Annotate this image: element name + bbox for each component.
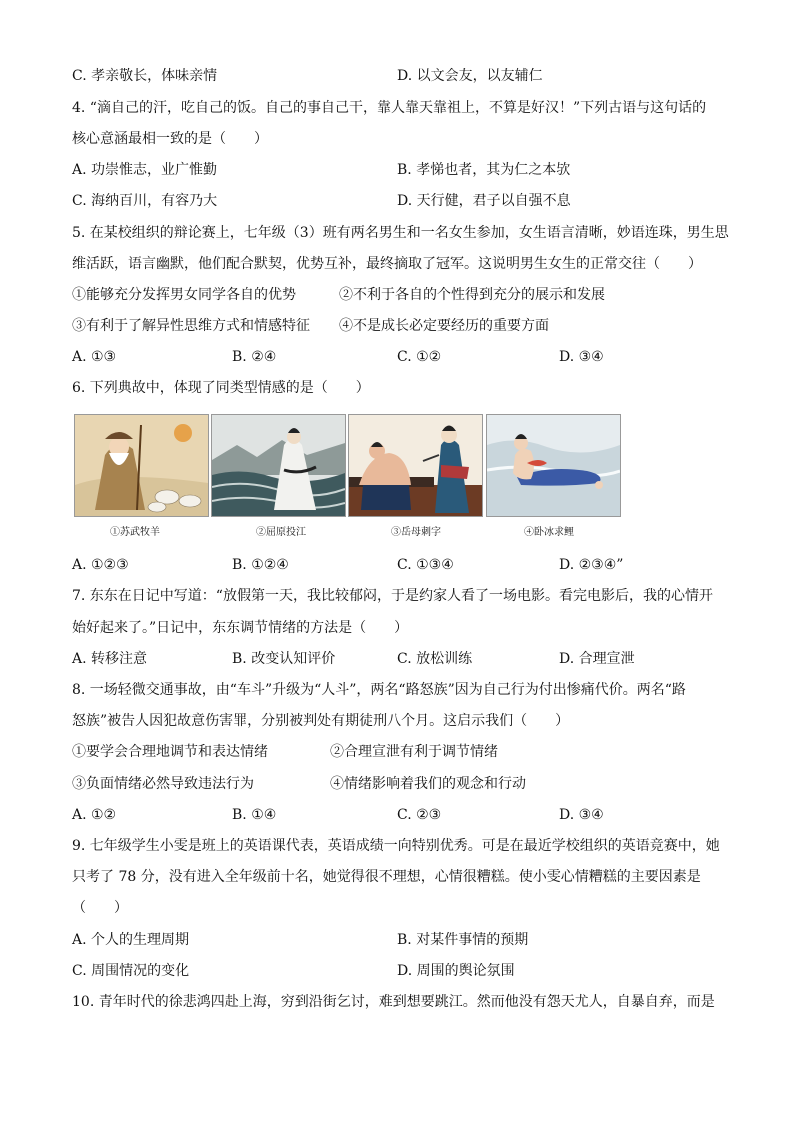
q6-option-c: C. ①③④ bbox=[397, 557, 454, 573]
q5-option-a: A. ①③ bbox=[72, 349, 117, 365]
q9-stem-line3: （ ） bbox=[72, 900, 128, 916]
q9-option-c: C. 周围情况的变化 bbox=[72, 963, 190, 979]
q9-stem-line1: 9. 七年级学生小雯是班上的英语课代表，英语成绩一向特别优秀。可是在最近学校组织的英语竞赛中，她 bbox=[72, 838, 720, 854]
q7-option-b: B. 改变认知评价 bbox=[232, 651, 336, 667]
q6-caption-3: ③岳母刺字 bbox=[391, 527, 441, 538]
q8-option-a: A. ①② bbox=[72, 807, 117, 823]
q8-stem-line1: 8. 一场轻微交通事故，由“车斗”升级为“人斗”，两名“路怒族”因为自己行为付出惨痛代价。两名“路 bbox=[72, 682, 686, 698]
q7-option-d: D. 合理宣泄 bbox=[559, 651, 635, 667]
q8-item-1: ①要学会合理地调节和表达情绪 bbox=[72, 744, 268, 760]
q9-stem-line2: 只考了 78 分，没有进入全年级前十名，她觉得很不理想，心情很糟糕。使小雯心情糟糕的主要因素是 bbox=[72, 869, 701, 885]
q6-caption-2: ②屈原投江 bbox=[256, 527, 306, 538]
q5-item-4: ④不是成长必定要经历的重要方面 bbox=[339, 318, 549, 334]
su-wu-shepherd-illustration bbox=[74, 414, 209, 517]
q5-stem-line1: 5. 在某校组织的辩论赛上，七年级（3）班有两名男生和一名女生参加，女生语言清晰，妙语连珠，男生思 bbox=[72, 225, 729, 241]
q4-stem-line1: 4. “滴自己的汗，吃自己的饭。自己的事自己干，靠人靠天靠祖上，不算是好汉！”下列古语与这句话的 bbox=[72, 100, 707, 116]
q3-option-c: C. 孝亲敬长，体味亲情 bbox=[72, 68, 218, 84]
q5-item-3: ③有利于了解异性思维方式和情感特征 bbox=[72, 318, 310, 334]
yue-mu-tattoo-illustration bbox=[348, 414, 483, 517]
q8-item-2: ②合理宣泄有利于调节情绪 bbox=[330, 744, 498, 760]
q4-stem-line2: 核心意涵最相一致的是（ ） bbox=[72, 131, 268, 147]
q3-option-d: D. 以文会友，以友辅仁 bbox=[397, 68, 543, 84]
q8-option-c: C. ②③ bbox=[397, 807, 442, 823]
q6-option-b: B. ①②④ bbox=[232, 557, 289, 573]
q7-option-c: C. 放松训练 bbox=[397, 651, 473, 667]
q5-option-b: B. ②④ bbox=[232, 349, 277, 365]
q8-stem-line2: 怒族”被告人因犯故意伤害罪，分别被判处有期徒刑八个月。这启示我们（ ） bbox=[72, 713, 570, 729]
q5-item-1: ①能够充分发挥男女同学各自的优势 bbox=[72, 287, 296, 303]
q6-option-d: D. ②③④” bbox=[559, 557, 624, 573]
q8-item-3: ③负面情绪必然导致违法行为 bbox=[72, 776, 254, 792]
q5-option-d: D. ③④ bbox=[559, 349, 604, 365]
q7-stem-line1: 7. 东东在日记中写道：“放假第一天，我比较郁闷，于是约家人看了一场电影。看完电影后，我的心情开 bbox=[72, 588, 713, 604]
q5-option-c: C. ①② bbox=[397, 349, 442, 365]
q4-option-c: C. 海纳百川，有容乃大 bbox=[72, 193, 218, 209]
q4-option-d: D. 天行健，君子以自强不息 bbox=[397, 193, 571, 209]
q5-item-2: ②不利于各自的个性得到充分的展示和发展 bbox=[339, 287, 605, 303]
q4-option-b: B. 孝悌也者，其为仁之本欤 bbox=[397, 162, 571, 178]
qu-yuan-river-illustration bbox=[211, 414, 346, 517]
q6-caption-4: ④卧冰求鲤 bbox=[524, 527, 574, 538]
q6-option-a: A. ①②③ bbox=[72, 557, 129, 573]
q9-option-a: A. 个人的生理周期 bbox=[72, 932, 190, 948]
q5-stem-line2: 维活跃，语言幽默，他们配合默契，优势互补，最终摘取了冠军。这说明男生女生的正常交往（ ） bbox=[72, 256, 702, 272]
q9-option-d: D. 周围的舆论氛围 bbox=[397, 963, 515, 979]
q6-caption-1: ①苏武牧羊 bbox=[110, 527, 160, 538]
q10-stem-line1: 10. 青年时代的徐悲鸿四赴上海，穷到沿街乞讨，难到想要跳江。然而他没有怨天尤人，自暴自弃，而是 bbox=[72, 994, 715, 1010]
q8-item-4: ④情绪影响着我们的观念和行动 bbox=[330, 776, 526, 792]
q8-option-b: B. ①④ bbox=[232, 807, 277, 823]
q9-option-b: B. 对某件事情的预期 bbox=[397, 932, 529, 948]
q6-stem: 6. 下列典故中，体现了同类型情感的是（ ） bbox=[72, 380, 370, 396]
q8-option-d: D. ③④ bbox=[559, 807, 604, 823]
wo-bing-qiu-li-illustration bbox=[486, 414, 621, 517]
q7-option-a: A. 转移注意 bbox=[72, 651, 148, 667]
q7-stem-line2: 始好起来了。”日记中，东东调节情绪的方法是（ ） bbox=[72, 620, 409, 636]
q4-option-a: A. 功崇惟志，业广惟勤 bbox=[72, 162, 218, 178]
